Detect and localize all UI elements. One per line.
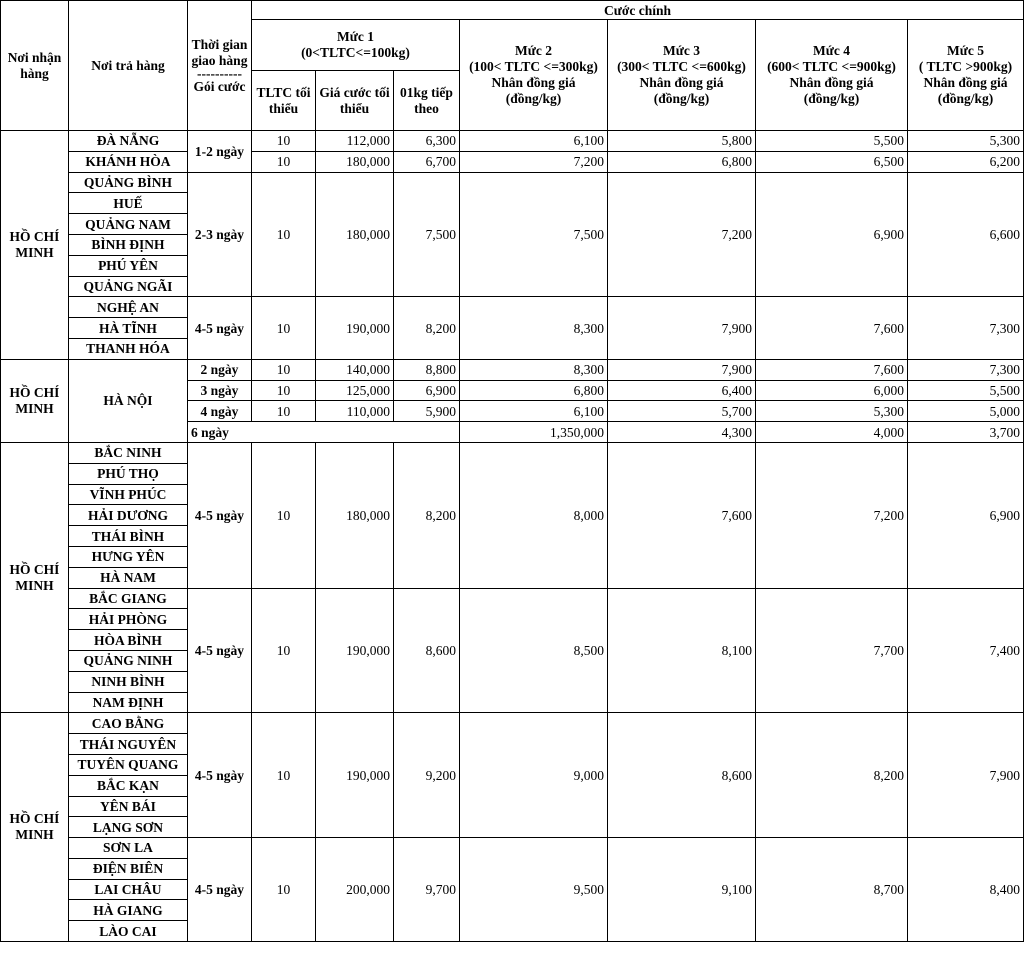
min-weight-cell: 10 [252, 380, 316, 401]
level4-cell: 8,700 [756, 838, 908, 942]
header-next-kg: 01kg tiếp theo [394, 71, 460, 131]
min-price-cell: 190,000 [316, 713, 394, 838]
level3-cell: 6,800 [608, 151, 756, 172]
origin-cell: HỒ CHÍ MINH [1, 442, 69, 712]
destination-cell: PHÚ YÊN [69, 255, 188, 276]
table-row [1, 131, 1024, 152]
destination-cell: TUYÊN QUANG [69, 754, 188, 775]
level4-cell: 7,600 [756, 359, 908, 380]
min-weight-cell: 10 [252, 131, 316, 152]
destination-cell: BẮC NINH [69, 442, 188, 463]
destination-cell: HẢI PHÒNG [69, 609, 188, 630]
destination-cell: KHÁNH HÒA [69, 151, 188, 172]
destination-cell: QUẢNG NINH [69, 650, 188, 671]
level5-cell: 8,400 [908, 838, 1024, 942]
min-weight-cell: 10 [252, 151, 316, 172]
level2-cell: 8,300 [460, 359, 608, 380]
level2-cell: 1,350,000 [460, 422, 608, 443]
header-level4 [756, 20, 908, 131]
header-time-line1: Thời gian giao hàng [191, 36, 248, 68]
level5-cell: 6,600 [908, 172, 1024, 297]
delivery-time-cell: 4-5 ngày [188, 838, 252, 942]
min-weight-cell: 10 [252, 588, 316, 713]
header-destination: Nơi trả hàng [69, 1, 188, 131]
level4-cell: 7,700 [756, 588, 908, 713]
level2-unit-price: Nhân đồng giá [491, 75, 576, 90]
header-time-line2: Gói cước [193, 78, 246, 94]
level2-cell: 7,500 [460, 172, 608, 297]
destination-cell: HÀ TĨNH [69, 318, 188, 339]
delivery-time-cell: 6 ngày [188, 422, 460, 443]
level3-cell: 4,300 [608, 422, 756, 443]
next-kg-cell: 9,200 [394, 713, 460, 838]
level2-unit: (đồng/kg) [505, 91, 562, 106]
destination-cell: HUẾ [69, 193, 188, 214]
next-kg-cell: 6,700 [394, 151, 460, 172]
level5-range: ( TLTC >900kg) [918, 59, 1013, 74]
level4-cell: 8,200 [756, 713, 908, 838]
level3-cell: 8,600 [608, 713, 756, 838]
next-kg-cell: 5,900 [394, 401, 460, 422]
level3-cell: 7,900 [608, 359, 756, 380]
destination-cell: HẢI DƯƠNG [69, 505, 188, 526]
level2-range: (100< TLTC <=300kg) [469, 59, 598, 74]
level3-cell: 5,800 [608, 131, 756, 152]
level2-cell: 8,300 [460, 297, 608, 359]
destination-cell: PHÚ THỌ [69, 463, 188, 484]
level5-cell: 7,300 [908, 297, 1024, 359]
min-price-cell: 180,000 [316, 172, 394, 297]
delivery-time-cell: 2-3 ngày [188, 172, 252, 297]
level5-unit-price: Nhân đồng giá [923, 75, 1008, 90]
header-main-rate: Cước chính [252, 1, 1024, 20]
next-kg-cell: 6,300 [394, 131, 460, 152]
destination-cell: BẮC KẠN [69, 775, 188, 796]
min-price-cell: 200,000 [316, 838, 394, 942]
level1-title: Mức 1 [337, 29, 374, 44]
destination-cell: HÒA BÌNH [69, 630, 188, 651]
level5-cell: 5,000 [908, 401, 1024, 422]
level2-cell: 9,000 [460, 713, 608, 838]
delivery-time-cell: 4 ngày [188, 401, 252, 422]
level4-cell: 7,200 [756, 442, 908, 588]
min-weight-cell: 10 [252, 297, 316, 359]
delivery-time-cell: 4-5 ngày [188, 588, 252, 713]
destination-cell: NINH BÌNH [69, 671, 188, 692]
table-row [1, 442, 1024, 463]
header-level2 [460, 20, 608, 131]
delivery-time-cell: 3 ngày [188, 380, 252, 401]
destination-cell: THÁI BÌNH [69, 526, 188, 547]
min-weight-cell: 10 [252, 442, 316, 588]
next-kg-cell: 8,600 [394, 588, 460, 713]
level3-unit: (đồng/kg) [653, 91, 710, 106]
level5-unit: (đồng/kg) [937, 91, 994, 106]
level3-cell: 9,100 [608, 838, 756, 942]
destination-cell: BẮC GIANG [69, 588, 188, 609]
destination-cell: NAM ĐỊNH [69, 692, 188, 713]
level4-cell: 7,600 [756, 297, 908, 359]
level3-cell: 6,400 [608, 380, 756, 401]
delivery-time-cell: 4-5 ngày [188, 713, 252, 838]
destination-cell: VĨNH PHÚC [69, 484, 188, 505]
table-row [1, 172, 1024, 193]
delivery-time-cell: 4-5 ngày [188, 297, 252, 359]
next-kg-cell: 8,200 [394, 442, 460, 588]
min-price-cell: 110,000 [316, 401, 394, 422]
level5-cell: 5,500 [908, 380, 1024, 401]
level3-title: Mức 3 [663, 43, 700, 58]
table-row [1, 838, 1024, 859]
level2-cell: 7,200 [460, 151, 608, 172]
level5-cell: 6,900 [908, 442, 1024, 588]
destination-cell: HÀ GIANG [69, 900, 188, 921]
level3-range: (300< TLTC <=600kg) [617, 59, 746, 74]
level5-cell: 5,300 [908, 131, 1024, 152]
destination-cell: HÀ NAM [69, 567, 188, 588]
level2-cell: 8,500 [460, 588, 608, 713]
level4-cell: 6,900 [756, 172, 908, 297]
level5-cell: 3,700 [908, 422, 1024, 443]
delivery-time-cell: 2 ngày [188, 359, 252, 380]
level4-range: (600< TLTC <=900kg) [767, 59, 896, 74]
table-row [1, 359, 1024, 380]
destination-cell: QUẢNG NAM [69, 214, 188, 235]
destination-cell: HÀ NỘI [69, 359, 188, 442]
table-row [1, 151, 1024, 172]
header-level1 [252, 20, 460, 71]
next-kg-cell: 6,900 [394, 380, 460, 401]
level1-range: (0<TLTC<=100kg) [301, 45, 410, 60]
level3-cell: 8,100 [608, 588, 756, 713]
header-level5 [908, 20, 1024, 131]
level2-cell: 6,100 [460, 131, 608, 152]
level5-cell: 7,400 [908, 588, 1024, 713]
destination-cell: YÊN BÁI [69, 796, 188, 817]
min-price-cell: 180,000 [316, 151, 394, 172]
level2-cell: 6,800 [460, 380, 608, 401]
header-delivery-time [188, 1, 252, 131]
next-kg-cell: 8,200 [394, 297, 460, 359]
delivery-time-cell: 1-2 ngày [188, 131, 252, 173]
destination-cell: QUẢNG BÌNH [69, 172, 188, 193]
header-origin: Nơi nhận hàng [1, 1, 69, 131]
min-weight-cell: 10 [252, 401, 316, 422]
level5-cell: 7,300 [908, 359, 1024, 380]
destination-cell: LẠNG SƠN [69, 817, 188, 838]
level3-cell: 7,200 [608, 172, 756, 297]
destination-cell: NGHỆ AN [69, 297, 188, 318]
origin-cell: HỒ CHÍ MINH [1, 713, 69, 942]
origin-cell: HỒ CHÍ MINH [1, 359, 69, 442]
level2-cell: 9,500 [460, 838, 608, 942]
level2-title: Mức 2 [515, 43, 552, 58]
min-price-cell: 190,000 [316, 297, 394, 359]
level4-cell: 6,500 [756, 151, 908, 172]
table-row [1, 588, 1024, 609]
min-price-cell: 125,000 [316, 380, 394, 401]
header-time-dash: ---------- [197, 65, 242, 81]
destination-cell: LAI CHÂU [69, 879, 188, 900]
table-row [1, 297, 1024, 318]
level3-cell: 7,900 [608, 297, 756, 359]
destination-cell: ĐÀ NẴNG [69, 131, 188, 152]
next-kg-cell: 8,800 [394, 359, 460, 380]
header-level3 [608, 20, 756, 131]
level4-cell: 5,300 [756, 401, 908, 422]
min-weight-cell: 10 [252, 713, 316, 838]
level4-cell: 5,500 [756, 131, 908, 152]
delivery-time-cell: 4-5 ngày [188, 442, 252, 588]
destination-cell: SƠN LA [69, 838, 188, 859]
level2-cell: 6,100 [460, 401, 608, 422]
min-weight-cell: 10 [252, 359, 316, 380]
level4-cell: 6,000 [756, 380, 908, 401]
level5-title: Mức 5 [947, 43, 984, 58]
table-row [1, 713, 1024, 734]
destination-cell: LÀO CAI [69, 921, 188, 942]
header-min-weight: TLTC tối thiểu [252, 71, 316, 131]
destination-cell: BÌNH ĐỊNH [69, 234, 188, 255]
level5-cell: 6,200 [908, 151, 1024, 172]
level4-title: Mức 4 [813, 43, 850, 58]
level3-cell: 7,600 [608, 442, 756, 588]
level3-unit-price: Nhân đồng giá [639, 75, 724, 90]
level4-unit: (đồng/kg) [803, 91, 860, 106]
destination-cell: ĐIỆN BIÊN [69, 858, 188, 879]
level5-cell: 7,900 [908, 713, 1024, 838]
destination-cell: QUẢNG NGÃI [69, 276, 188, 297]
destination-cell: CAO BẰNG [69, 713, 188, 734]
min-price-cell: 190,000 [316, 588, 394, 713]
min-price-cell: 140,000 [316, 359, 394, 380]
origin-cell: HỒ CHÍ MINH [1, 131, 69, 360]
min-weight-cell: 10 [252, 838, 316, 942]
next-kg-cell: 9,700 [394, 838, 460, 942]
level2-cell: 8,000 [460, 442, 608, 588]
level4-unit-price: Nhân đồng giá [789, 75, 874, 90]
level4-cell: 4,000 [756, 422, 908, 443]
min-price-cell: 112,000 [316, 131, 394, 152]
min-price-cell: 180,000 [316, 442, 394, 588]
min-weight-cell: 10 [252, 172, 316, 297]
header-min-price: Giá cước tối thiểu [316, 71, 394, 131]
destination-cell: THÁI NGUYÊN [69, 734, 188, 755]
next-kg-cell: 7,500 [394, 172, 460, 297]
level3-cell: 5,700 [608, 401, 756, 422]
destination-cell: HƯNG YÊN [69, 546, 188, 567]
destination-cell: THANH HÓA [69, 338, 188, 359]
